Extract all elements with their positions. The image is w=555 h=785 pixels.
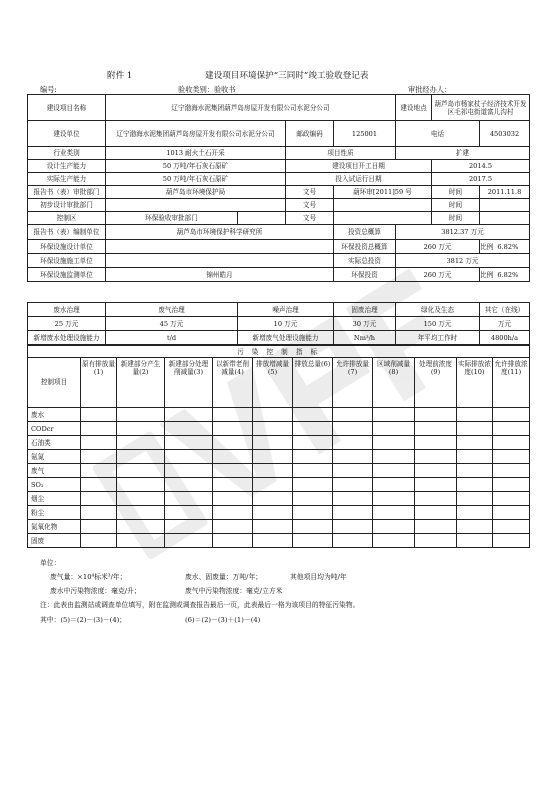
data-cell — [81, 492, 117, 506]
data-cell — [333, 464, 373, 478]
table-row — [28, 186, 530, 199]
investment-table — [27, 302, 530, 345]
cell: 25 万元 — [28, 317, 106, 331]
data-cell — [373, 450, 415, 464]
cell: 设计生产能力 — [28, 160, 106, 173]
data-cell — [373, 436, 415, 450]
pollution-table-title: 污 染 控 制 指 标 — [28, 346, 530, 358]
cell: 万元 — [480, 317, 530, 331]
cell — [334, 199, 432, 212]
data-cell — [165, 464, 213, 478]
data-cell — [117, 492, 165, 506]
column-header: 新建部分产生量(2) — [117, 358, 165, 408]
data-cell — [165, 436, 213, 450]
data-cell — [81, 478, 117, 492]
control-item: 石油类 — [28, 436, 81, 450]
cell: 行业类别 — [28, 147, 106, 160]
column-header: 允许排放量(7) — [333, 358, 373, 408]
data-cell — [81, 422, 117, 436]
cell-label: 比例 — [480, 270, 494, 279]
table-row — [28, 506, 530, 520]
cell — [106, 240, 334, 254]
data-cell — [457, 464, 493, 478]
data-cell — [415, 422, 457, 436]
project-info-table — [27, 94, 530, 282]
cell: 4503032 — [480, 121, 530, 147]
cell: 50 万吨/年石灰石原矿 — [106, 173, 286, 186]
note-text: 注：此表由监测站或调查单位填写，附在监测或调查报告最后一页，此表最后一格为该项目的特征污染物。 — [40, 601, 360, 609]
cell-label: 比例 — [480, 242, 494, 251]
data-cell — [457, 436, 493, 450]
data-cell — [293, 534, 333, 548]
cell: 初步设计审批部门 — [28, 199, 106, 212]
data-cell — [117, 450, 165, 464]
control-item: 烟尘 — [28, 492, 81, 506]
data-cell — [253, 422, 293, 436]
cell — [480, 240, 530, 254]
cell: 固废治理 — [334, 303, 396, 317]
data-cell — [165, 422, 213, 436]
formula-5: 其中：(5)＝(2)－(3)－(4)； — [40, 616, 127, 624]
data-cell — [213, 506, 253, 520]
data-cell — [293, 520, 333, 534]
approver-label: 审批经办人： — [408, 85, 452, 94]
data-cell — [493, 436, 530, 450]
cell: 建设项目名称 — [28, 95, 106, 121]
data-cell — [333, 492, 373, 506]
cell: 废气治理 — [106, 303, 238, 317]
cell: 其它（在线） — [480, 303, 530, 317]
cell: 时间 — [432, 212, 480, 225]
cell: 260 万元 — [396, 268, 480, 282]
cell: Nm³/h — [334, 331, 396, 345]
table-row — [28, 436, 530, 450]
table-row — [28, 173, 530, 186]
cell: 噪声治理 — [238, 303, 334, 317]
data-cell — [117, 520, 165, 534]
form-title: 建设项目环境保护“三同时”竣工验收登记表 — [205, 71, 369, 81]
data-cell — [253, 506, 293, 520]
data-cell — [373, 478, 415, 492]
cell: 环保验收审批部门 — [106, 212, 238, 225]
data-cell — [165, 408, 213, 422]
table-row — [28, 95, 530, 121]
data-cell — [117, 534, 165, 548]
control-item: 废水 — [28, 408, 81, 422]
data-cell — [415, 478, 457, 492]
data-cell — [253, 450, 293, 464]
data-cell — [457, 520, 493, 534]
cell: 文号 — [286, 199, 334, 212]
cell: 环保设施监测单位 — [28, 268, 106, 282]
formula-6: (6)＝(2)－(3)＋(1)－(4) — [185, 616, 261, 624]
column-header: 排放总量(6) — [293, 358, 333, 408]
table-row — [28, 464, 530, 478]
cell: 150 万元 — [396, 317, 480, 331]
data-cell — [81, 520, 117, 534]
data-cell — [117, 464, 165, 478]
cell: 时间 — [432, 186, 480, 199]
data-cell — [293, 436, 333, 450]
data-cell — [117, 408, 165, 422]
data-cell — [81, 436, 117, 450]
data-cell — [457, 450, 493, 464]
cell: 葫芦岛市环境保护局 — [106, 186, 286, 199]
data-cell — [493, 464, 530, 478]
column-header: 排放增减量(5) — [253, 358, 293, 408]
data-cell — [213, 520, 253, 534]
table-row — [28, 268, 530, 282]
cell: 2017.5 — [432, 173, 530, 186]
cell: 时间 — [432, 199, 480, 212]
data-cell — [117, 506, 165, 520]
control-item: 氨氮 — [28, 450, 81, 464]
unit-air-volume: 废气量：×10⁴标米³/年； — [50, 573, 127, 581]
cell: 4800h/a — [480, 331, 530, 345]
cell: 260 万元 — [396, 240, 480, 254]
column-header: 控制项目 — [28, 358, 81, 408]
table-row — [28, 492, 530, 506]
data-cell — [213, 422, 253, 436]
data-cell — [213, 534, 253, 548]
data-cell — [493, 450, 530, 464]
cell: 3812.37 万元 — [396, 225, 530, 240]
pollution-control-table — [27, 345, 530, 548]
data-cell — [333, 534, 373, 548]
cell: 环保投资 — [334, 268, 396, 282]
data-cell — [493, 520, 530, 534]
cell: 废水治理 — [28, 303, 106, 317]
cell — [480, 212, 530, 225]
data-cell — [373, 534, 415, 548]
data-cell — [373, 464, 415, 478]
cell — [334, 212, 432, 225]
data-cell — [457, 506, 493, 520]
table-row — [28, 303, 530, 317]
data-cell — [253, 520, 293, 534]
cell: 项目性质 — [286, 147, 396, 160]
data-cell — [493, 408, 530, 422]
cell: 辽宁渤海水泥集团葫芦岛房屋开发有限公司水泥分公司 — [106, 121, 286, 147]
data-cell — [253, 436, 293, 450]
cell: 50 万吨/年石灰石原矿 — [106, 160, 286, 173]
control-item: 固废 — [28, 534, 81, 548]
cell: 环保投资总概算 — [334, 240, 396, 254]
data-cell — [415, 534, 457, 548]
cell: 45 万元 — [106, 317, 238, 331]
acceptance-type: 验收类别：验收书 — [178, 85, 236, 94]
data-cell — [213, 478, 253, 492]
cell-value: 6.82% — [497, 270, 519, 279]
cell: 扩建 — [396, 147, 530, 160]
table-row — [28, 147, 530, 160]
cell: 葫芦岛市杨家杖子经济技术开发区毛祁屯街道富儿沟村 — [432, 95, 530, 121]
cell: 2011.11.8 — [480, 186, 530, 199]
cell: 辽宁渤海水泥集团葫芦岛房屋开发有限公司水泥分公司 — [106, 95, 396, 121]
data-cell — [415, 408, 457, 422]
table-row — [28, 160, 530, 173]
data-cell — [457, 478, 493, 492]
unit-air-concentration: 废气中污染物浓度：毫克/立方米 — [185, 587, 283, 595]
data-cell — [253, 534, 293, 548]
cell: 葫芦岛市环境保护科学研究所 — [106, 225, 334, 240]
cell: 邮政编码 — [286, 121, 334, 147]
data-cell — [81, 534, 117, 548]
table-row — [28, 478, 530, 492]
data-cell — [333, 408, 373, 422]
data-cell — [493, 478, 530, 492]
column-header: 以新带老削减量(4) — [213, 358, 253, 408]
table-header-row — [28, 358, 530, 408]
data-cell — [457, 492, 493, 506]
table-row — [28, 534, 530, 548]
table-row — [28, 199, 530, 212]
data-cell — [293, 422, 333, 436]
cell — [106, 254, 334, 268]
data-cell — [293, 478, 333, 492]
data-cell — [415, 450, 457, 464]
cell: 建设地点 — [396, 95, 432, 121]
data-cell — [117, 436, 165, 450]
column-header: 原有排放量(1) — [81, 358, 117, 408]
data-cell — [213, 436, 253, 450]
data-cell — [165, 506, 213, 520]
number-label: 编号: — [40, 85, 57, 94]
data-cell — [165, 534, 213, 548]
data-cell — [293, 492, 333, 506]
data-cell — [81, 408, 117, 422]
cell: 环保设施设计单位 — [28, 240, 106, 254]
data-cell — [373, 492, 415, 506]
data-cell — [493, 492, 530, 506]
data-cell — [333, 436, 373, 450]
data-cell — [213, 464, 253, 478]
data-cell — [415, 520, 457, 534]
data-cell — [373, 520, 415, 534]
data-cell — [81, 506, 117, 520]
data-cell — [81, 464, 117, 478]
table-row — [28, 520, 530, 534]
unit-other: 其他项目均为吨/年 — [290, 573, 347, 581]
column-header: 新建部分处理削减量(3) — [165, 358, 213, 408]
data-cell — [493, 506, 530, 520]
cell: 投入试运行日期 — [286, 173, 432, 186]
control-item: CODcr — [28, 422, 81, 436]
table-row — [28, 346, 530, 358]
cell — [106, 199, 286, 212]
cell — [480, 268, 530, 282]
data-cell — [293, 408, 333, 422]
table-row — [28, 121, 530, 147]
table-row — [28, 254, 530, 268]
cell: 10 万元 — [238, 317, 334, 331]
column-header: 允许排放浓度(11) — [493, 358, 530, 408]
cell: 锦州皓月 — [106, 268, 334, 282]
table-row — [28, 240, 530, 254]
data-cell — [373, 422, 415, 436]
data-cell — [457, 534, 493, 548]
data-cell — [213, 492, 253, 506]
data-cell — [333, 506, 373, 520]
cell: 环保设施施工单位 — [28, 254, 106, 268]
data-cell — [415, 492, 457, 506]
column-header: 实际排放浓度(10) — [457, 358, 493, 408]
cell: 新增废水处理设施能力 — [28, 331, 106, 345]
data-cell — [165, 492, 213, 506]
data-cell — [333, 450, 373, 464]
table-row — [28, 225, 530, 240]
cell: 年平均工作时 — [396, 331, 480, 345]
data-cell — [81, 450, 117, 464]
cell: 新增废气处理设施能力 — [238, 331, 334, 345]
cell: 30 万元 — [334, 317, 396, 331]
data-cell — [457, 422, 493, 436]
data-cell — [165, 478, 213, 492]
control-item: 粉尘 — [28, 506, 81, 520]
data-cell — [253, 408, 293, 422]
data-cell — [457, 408, 493, 422]
cell: 文号 — [286, 186, 334, 199]
data-cell — [293, 450, 333, 464]
cell-value: 6.82% — [497, 242, 519, 251]
data-cell — [333, 478, 373, 492]
data-cell — [333, 520, 373, 534]
control-item: 氮氧化物 — [28, 520, 81, 534]
data-cell — [333, 422, 373, 436]
control-item: 废气 — [28, 464, 81, 478]
control-item: SO₂ — [28, 478, 81, 492]
data-cell — [415, 464, 457, 478]
cell: 控制区 — [28, 212, 106, 225]
cell: 建设项目开工日期 — [286, 160, 432, 173]
cell: 绿化及生态 — [396, 303, 480, 317]
data-cell — [415, 436, 457, 450]
data-cell — [165, 450, 213, 464]
cell — [238, 212, 286, 225]
data-cell — [213, 450, 253, 464]
data-cell — [493, 534, 530, 548]
cell: 文号 — [286, 212, 334, 225]
cell: 投资总概算 — [334, 225, 396, 240]
cell: 建设单位 — [28, 121, 106, 147]
data-cell — [253, 478, 293, 492]
data-cell — [213, 408, 253, 422]
table-row — [28, 450, 530, 464]
unit-label: 单位： — [40, 559, 61, 567]
cell: 2014.5 — [432, 160, 530, 173]
data-cell — [253, 492, 293, 506]
cell: 实际生产能力 — [28, 173, 106, 186]
data-cell — [373, 408, 415, 422]
cell: 125001 — [334, 121, 396, 147]
unit-water-concentration: 废水中污染物浓度：毫克/升； — [50, 587, 141, 595]
cell: 1013 耐火土石开采 — [106, 147, 286, 160]
data-cell — [165, 520, 213, 534]
table-row — [28, 422, 530, 436]
column-header: 区域削减量(8) — [373, 358, 415, 408]
data-cell — [253, 464, 293, 478]
cell: 报告书（表）编制单位 — [28, 225, 106, 240]
cell: 报告书（表）审批部门 — [28, 186, 106, 199]
attachment-label: 附件 1 — [107, 71, 133, 81]
table-row — [28, 408, 530, 422]
data-cell — [415, 506, 457, 520]
data-cell — [293, 506, 333, 520]
table-row — [28, 212, 530, 225]
cell: t/d — [106, 331, 238, 345]
table-row — [28, 331, 530, 345]
cell: 实际总投资 — [334, 254, 396, 268]
data-cell — [293, 464, 333, 478]
data-cell — [117, 478, 165, 492]
data-cell — [373, 506, 415, 520]
unit-water-waste: 废水、固废量：万吨/年； — [185, 573, 263, 581]
data-cell — [117, 422, 165, 436]
data-cell — [493, 422, 530, 436]
cell: 葫环审[2011]59 号 — [334, 186, 432, 199]
cell: 电话 — [396, 121, 480, 147]
cell — [480, 199, 530, 212]
table-row — [28, 317, 530, 331]
cell: 3812 万元 — [396, 254, 530, 268]
column-header: 处理前浓度(9) — [415, 358, 457, 408]
